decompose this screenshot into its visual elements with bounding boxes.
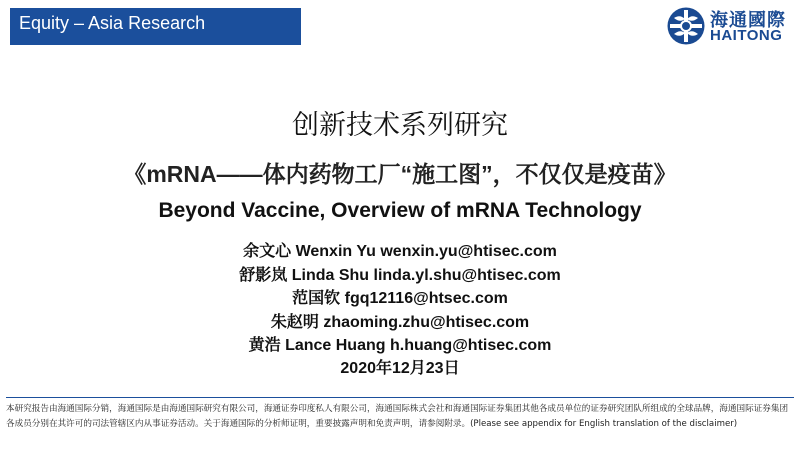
series-title: 创新技术系列研究 — [292, 110, 508, 141]
haitong-logo — [666, 6, 786, 46]
author-email: zhaoming.zhu@htisec.com — [323, 313, 530, 331]
logo-name-cn: 海通國際 — [710, 10, 786, 30]
author-line — [0, 311, 800, 335]
author-email: fgq12116@htsec.com — [344, 290, 508, 307]
author-line — [0, 264, 800, 288]
author-email: linda.yl.shu@htisec.com — [373, 266, 561, 284]
author-name-cn: 余文心 — [243, 243, 292, 260]
report-date: 2020年12月23日 — [340, 360, 460, 377]
author-name-en: Wenxin Yu — [295, 243, 376, 260]
author-list — [0, 240, 800, 358]
author-line — [0, 240, 800, 264]
haitong-logo-icon — [666, 6, 706, 46]
footer-divider — [6, 397, 794, 398]
author-name-cn: 范国钦 — [292, 290, 341, 307]
section-label: Equity – Asia Research — [10, 8, 301, 45]
report-title-en: Beyond Vaccine, Overview of mRNA Technology — [158, 199, 642, 222]
disclaimer-text: 本研究报告由海通国际分销，海通国际是由海通国际研究有限公司，海通证券印度私人有限公司，海通国际株式会社和海通国际证券集团其他各成员单位的证券研究团队所组成的全球品牌，海通国际证券集团各成员分别在其许可的司法管辖区内从事证券活动。关于海通国际的分析师证明，重要披露声明和免责声明，请参阅附录。(Please see appendix for English translation of the disclaimer) — [6, 404, 789, 429]
author-name-cn: 舒影岚 — [239, 266, 288, 284]
logo-name-en: HAITONG — [710, 27, 783, 44]
author-email: h.huang@htisec.com — [389, 337, 552, 354]
report-title-cn: 《mRNA——体内药物工厂“施工图”，不仅仅是疫苗》 — [123, 161, 677, 187]
author-name-cn: 朱赵明 — [270, 313, 319, 331]
author-email: wenxin.yu@htisec.com — [380, 243, 557, 260]
author-name-cn: 黄浩 — [248, 337, 281, 354]
author-name-en: Linda Shu — [291, 266, 370, 284]
author-name-en: Lance Huang — [285, 337, 386, 354]
author-line — [0, 334, 800, 358]
author-line — [0, 287, 800, 311]
